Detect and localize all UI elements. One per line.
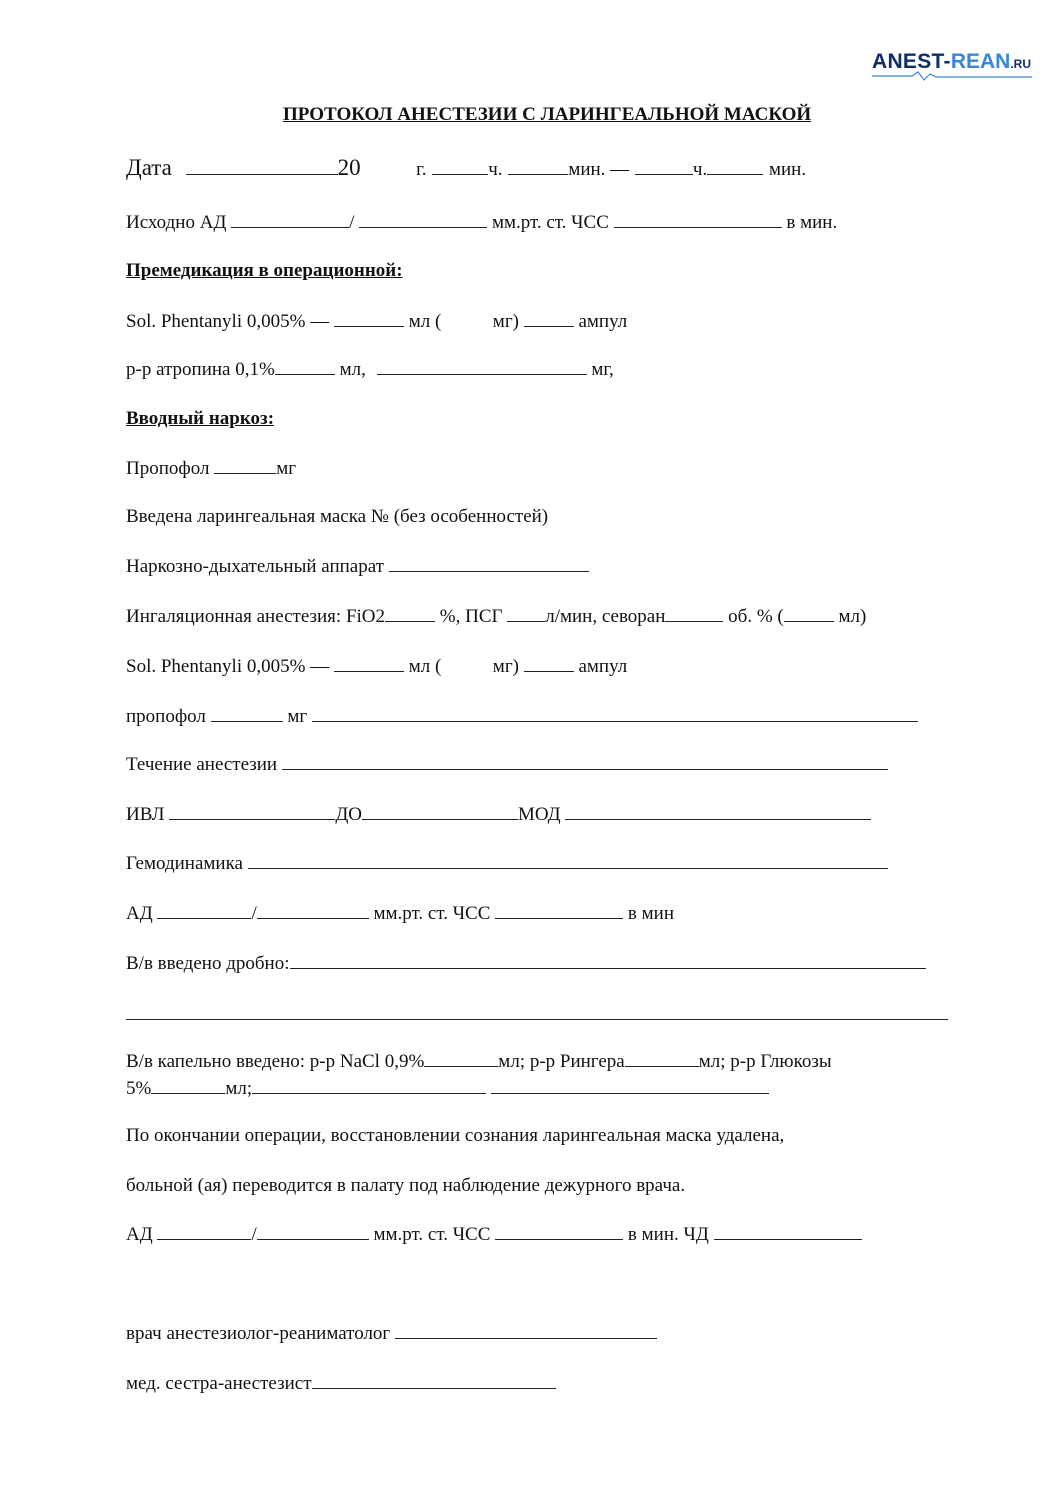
nurse-signature-line: мед. сестра-анестезист <box>126 1372 556 1395</box>
infusion-other-field-1[interactable] <box>252 1077 486 1094</box>
postop-sys-field[interactable] <box>157 1223 251 1240</box>
induction-heading: Вводный наркоз: <box>126 408 275 429</box>
fio2-field[interactable] <box>385 605 435 622</box>
minute-volume-field[interactable] <box>565 803 871 820</box>
date-line: Дата 20 г. ч. мин. — ч. мин. <box>126 155 807 180</box>
intraop-sys-field[interactable] <box>157 902 251 919</box>
infusion-line-2: 5% мл; <box>126 1077 769 1100</box>
date-field[interactable] <box>186 158 338 175</box>
induction-fentanyl-line: Sol. Phentanyli 0,005% — мл ( мг) ампул <box>126 656 628 677</box>
propofol-field[interactable] <box>214 457 276 474</box>
site-logo: ANEST-REAN.RU <box>872 50 1031 74</box>
propofol-maintenance-line: пропофол мг <box>126 705 918 728</box>
hemodynamics-line: Гемодинамика <box>126 852 888 875</box>
start-min-field[interactable] <box>508 158 568 175</box>
iv-bolus-line: В/в введено дробно: <box>126 952 926 975</box>
postop-dia-field[interactable] <box>257 1223 369 1240</box>
iv-bolus-field[interactable] <box>290 952 926 969</box>
baseline-bp-line: Исходно АД / мм.рт. ст. ЧСС в мин. <box>126 212 838 233</box>
premed-fentanyl-amp-field[interactable] <box>524 310 574 327</box>
baseline-hr-field[interactable] <box>614 211 782 228</box>
nurse-signature-field[interactable] <box>312 1372 556 1389</box>
end-min-field[interactable] <box>707 158 763 175</box>
tidal-volume-field[interactable] <box>362 803 518 820</box>
doctor-signature-field[interactable] <box>395 1322 657 1339</box>
course-field-1[interactable] <box>282 753 654 770</box>
course-field-2[interactable] <box>654 753 888 770</box>
anesthesia-course-line: Течение анестезии <box>126 753 888 776</box>
machine-field[interactable] <box>389 555 589 572</box>
atropine-mg-field[interactable] <box>377 358 587 375</box>
postop-bp-line: АД / мм.рт. ст. ЧСС в мин. ЧД <box>126 1223 862 1246</box>
propofol-line: Пропофол мг <box>126 458 297 479</box>
induction-fentanyl-amp-field[interactable] <box>524 655 574 672</box>
induction-fentanyl-ml-field[interactable] <box>334 655 404 672</box>
ivl-field[interactable] <box>169 803 335 820</box>
infusion-other-field-2[interactable] <box>491 1077 769 1094</box>
doctor-signature-line: врач анестезиолог-реаниматолог <box>126 1322 657 1345</box>
intraop-hr-field[interactable] <box>495 902 623 919</box>
infusion-line-1: В/в капельно введено: р-р NaCl 0,9% мл; р-р Рингера мл; р-р Глюкозы <box>126 1051 832 1072</box>
sevoran-field[interactable] <box>665 605 723 622</box>
end-text-2: больной (ая) переводится в палату под наблюдение дежурного врача. <box>126 1175 686 1196</box>
iv-bolus-continuation-field[interactable] <box>126 1019 948 1020</box>
propofol2-notes-field[interactable] <box>312 705 918 722</box>
atropine-ml-field[interactable] <box>275 358 335 375</box>
intraop-dia-field[interactable] <box>257 902 369 919</box>
baseline-sys-field[interactable] <box>231 211 349 228</box>
premed-fentanyl-line: Sol. Phentanyli 0,005% — мл ( мг) ампул <box>126 311 628 332</box>
premed-heading: Премедикация в операционной: <box>126 260 403 281</box>
glucose-field[interactable] <box>151 1077 225 1094</box>
atropine-line: р-р атропина 0,1% мл, мг, <box>126 359 614 380</box>
end-hour-field[interactable] <box>635 158 693 175</box>
baseline-dia-field[interactable] <box>359 211 487 228</box>
end-text-1: По окончании операции, восстановлении сознания ларингеальная маска удалена, <box>126 1125 785 1146</box>
hemodynamics-field[interactable] <box>248 852 888 869</box>
nacl-field[interactable] <box>424 1050 498 1067</box>
document-title: ПРОТОКОЛ АНЕСТЕЗИИ С ЛАРИНГЕАЛЬНОЙ МАСКОЙ <box>283 104 812 125</box>
logo-wave-icon <box>872 71 1032 81</box>
ringer-field[interactable] <box>625 1050 699 1067</box>
sevoran-ml-field[interactable] <box>784 605 834 622</box>
propofol2-field[interactable] <box>211 705 283 722</box>
postop-rr-field[interactable] <box>714 1223 862 1240</box>
inhalation-line: Ингаляционная анестезия: FiO2 %, ПСГ л/мин, севоран об. % ( мл) <box>126 606 867 627</box>
ventilation-line: ИВЛ ДО МОД <box>126 803 871 826</box>
postop-hr-field[interactable] <box>495 1223 623 1240</box>
premed-fentanyl-ml-field[interactable] <box>334 310 404 327</box>
fgf-field[interactable] <box>507 605 545 622</box>
intraop-bp-line: АД / мм.рт. ст. ЧСС в мин <box>126 903 674 924</box>
start-hour-field[interactable] <box>432 158 488 175</box>
laryngeal-mask-line: Введена ларингеальная маска № (без особенностей) <box>126 506 549 527</box>
anesthesia-machine-line: Наркозно-дыхательный аппарат <box>126 555 589 578</box>
